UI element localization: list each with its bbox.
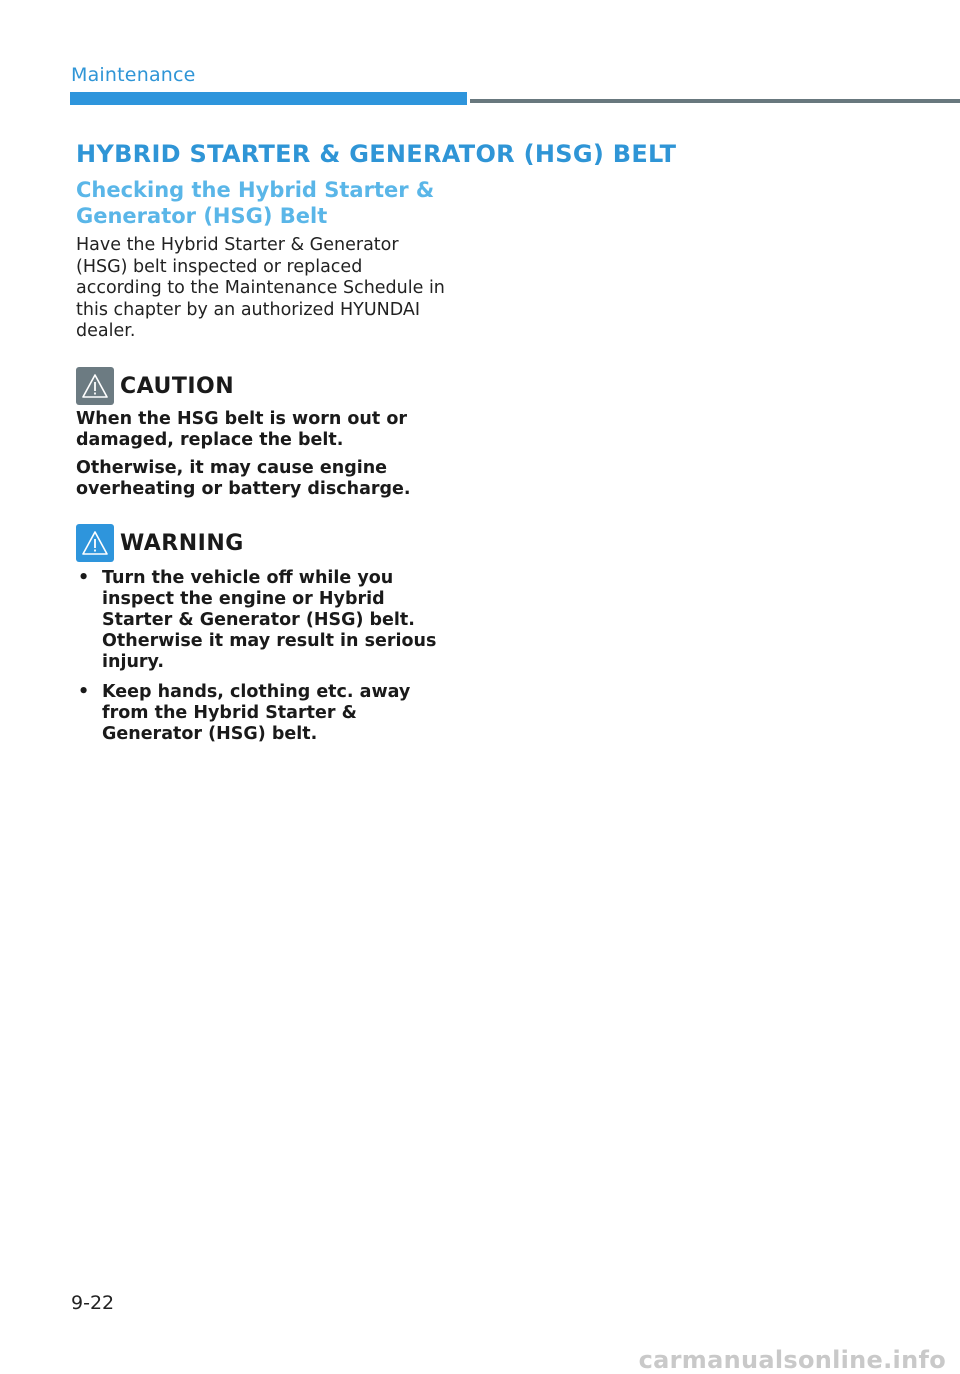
warning-item-text: Turn the vehicle off while you inspect the engine or Hybrid Starter & Generator (HSG) belt. Otherwise it may result in serious injury. (102, 568, 437, 672)
warning-item-text: Keep hands, clothing etc. away from the Hybrid Starter & Generator (HSG) belt. (102, 682, 411, 744)
caution-header (76, 367, 234, 405)
section-title: HYBRID STARTER & GENERATOR (HSG) BELT (76, 140, 677, 168)
watermark: carmanualsonline.info (638, 1346, 946, 1374)
list-item (76, 682, 451, 745)
warning-title: WARNING (120, 530, 244, 556)
chapter-label: Maintenance (71, 64, 196, 86)
caution-paragraph: When the HSG belt is worn out or damaged, replace the belt. (76, 409, 407, 450)
warning-triangle-icon (76, 367, 114, 405)
warning-header (76, 524, 244, 562)
body-paragraph: Have the Hybrid Starter & Generator (HSG) belt inspected or replaced according to the Maintenance Schedule in this chapter by an authorized HYUNDAI dealer. (76, 235, 445, 341)
page-number: 9-22 (71, 1292, 115, 1314)
bullet-icon: • (78, 568, 90, 588)
bullet-icon: • (78, 682, 90, 702)
header-accent-rule (70, 92, 467, 105)
header-divider-rule (470, 99, 960, 103)
warning-list (76, 568, 451, 754)
list-item (76, 568, 451, 673)
caution-paragraph: Otherwise, it may cause engine overheating or battery discharge. (76, 458, 411, 499)
warning-triangle-icon (76, 524, 114, 562)
subsection-title: Checking the Hybrid Starter & Generator (HSG) Belt (76, 178, 435, 228)
caution-title: CAUTION (120, 373, 235, 399)
